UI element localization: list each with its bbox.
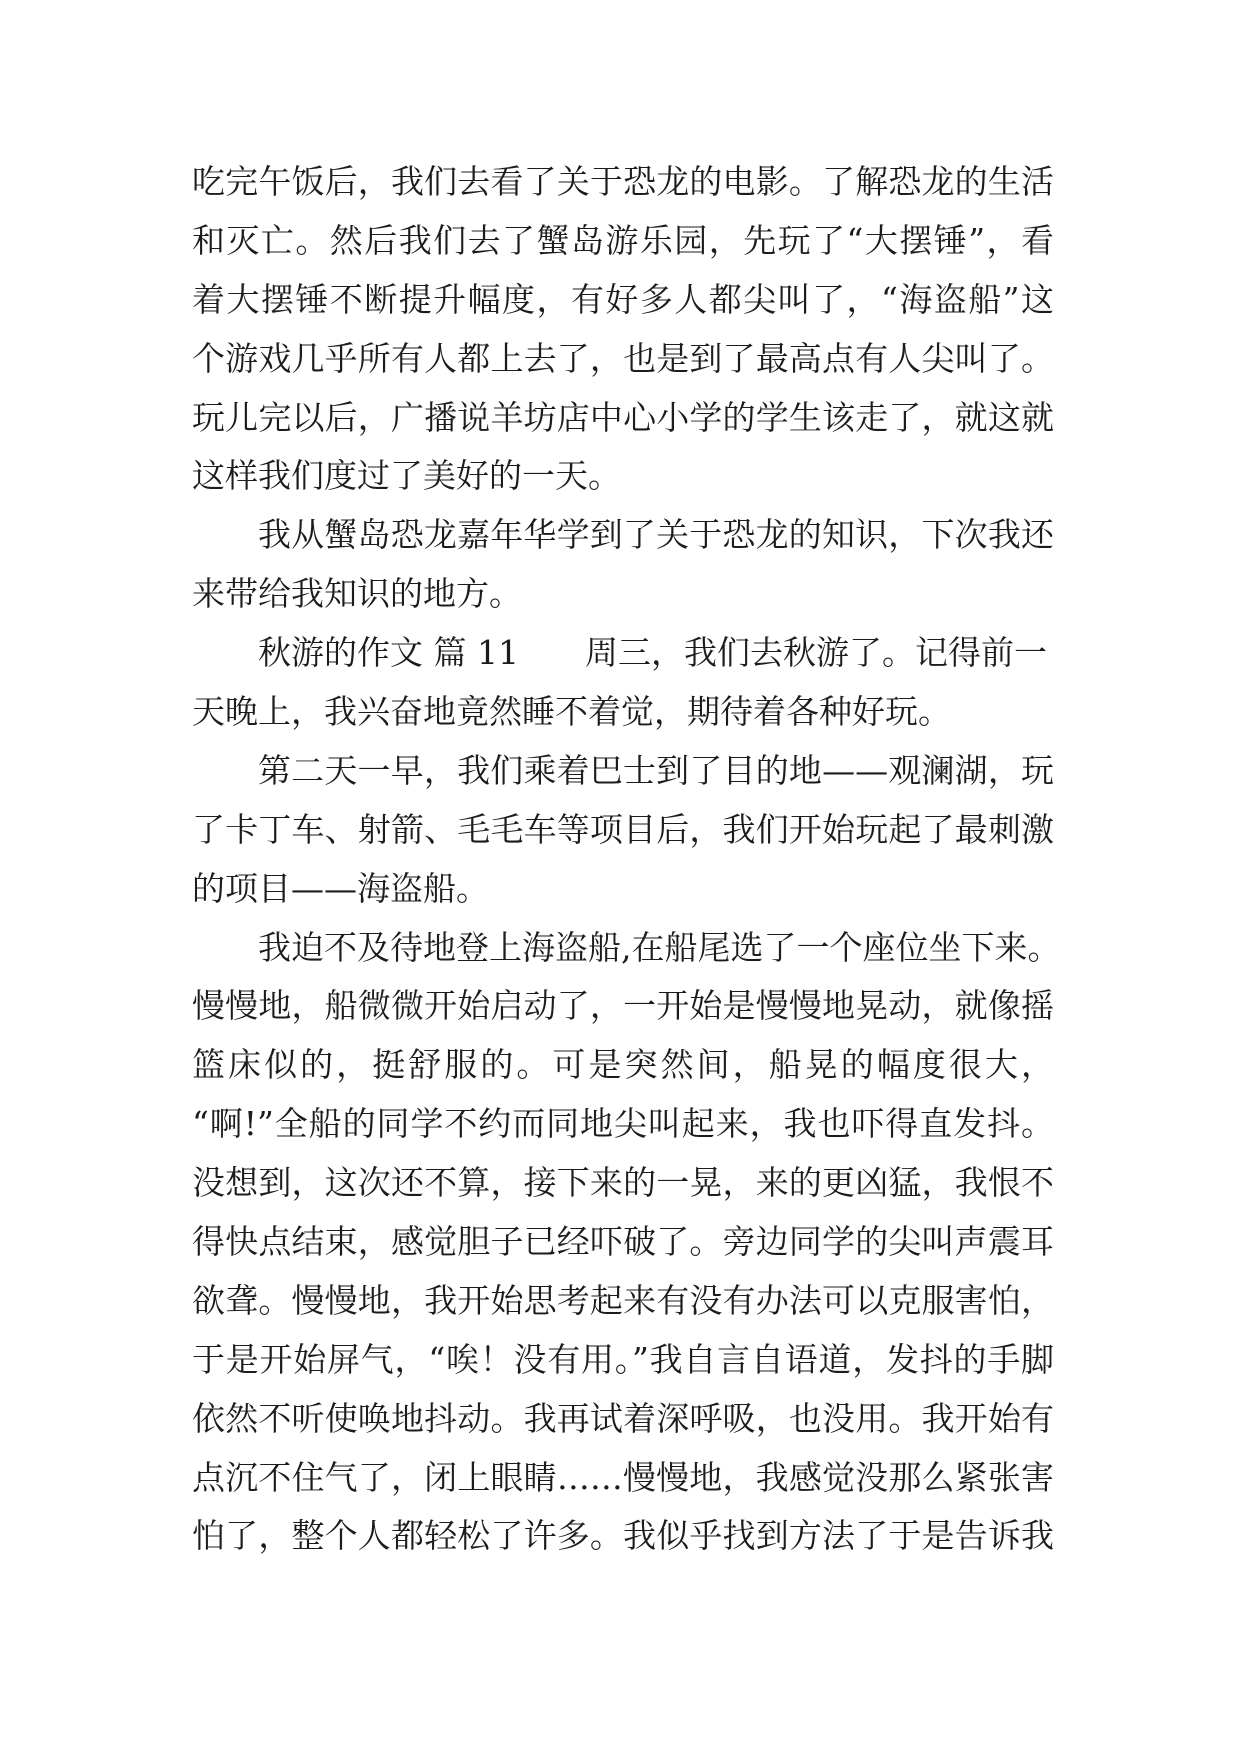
text-line: 了卡丁车、射箭、毛毛车等项目后，我们开始玩起了最刺激 — [192, 809, 1054, 849]
text-line: 第二天一早，我们乘着巴士到了目的地——观澜湖，玩 — [258, 750, 1054, 790]
text-line: 篮床似的，挺舒服的。可是突然间，船晃的幅度很大， — [192, 1045, 1054, 1085]
text-line: 欲聋。慢慢地，我开始思考起来有没有办法可以克服害怕， — [192, 1280, 1054, 1320]
text-line: 着大摆锤不断提升幅度，有好多人都尖叫了，“海盗船”这 — [192, 279, 1054, 319]
text-line: 这样我们度过了美好的一天。 — [192, 456, 621, 496]
text-line: 天晚上，我兴奋地竟然睡不着觉，期待着各种好玩。 — [192, 692, 951, 732]
text-line: 秋游的作文 篇 11 周三，我们去秋游了。记得前一 — [258, 633, 1047, 673]
paragraph — [192, 624, 1054, 742]
text-line: 得快点结束，感觉胆子已经吓破了。旁边同学的尖叫声震耳 — [192, 1222, 1054, 1262]
paragraph — [192, 506, 1054, 624]
text-line: 我迫不及待地登上海盗船,在船尾选了一个座位坐下来。 — [258, 927, 1061, 967]
text-line: 慢慢地，船微微开始启动了，一开始是慢慢地晃动，就像摇 — [192, 986, 1054, 1026]
paragraph — [192, 919, 1061, 1567]
text-line: 依然不听使唤地抖动。我再试着深呼吸，也没用。我开始有 — [192, 1398, 1054, 1438]
text-line: “啊!”全船的同学不约而同地尖叫起来，我也吓得直发抖。 — [192, 1104, 1054, 1144]
text-line: 个游戏几乎所有人都上去了，也是到了最高点有人尖叫了。 — [192, 338, 1054, 378]
text-line: 的项目——海盗船。 — [192, 868, 489, 908]
text-line: 我从蟹岛恐龙嘉年华学到了关于恐龙的知识，下次我还 — [258, 515, 1054, 555]
text-line: 玩儿完以后，广播说羊坊店中心小学的学生该走了，就这就 — [192, 397, 1054, 437]
paragraph — [192, 742, 1054, 919]
text-line: 来带给我知识的地方。 — [192, 574, 522, 614]
text-line: 于是开始屏气，“唉！没有用。”我自言自语道，发抖的手脚 — [192, 1339, 1054, 1379]
text-line: 怕了，整个人都轻松了许多。我似乎找到方法了于是告诉我 — [192, 1516, 1054, 1556]
text-line: 和灭亡。然后我们去了蟹岛游乐园，先玩了“大摆锤”，看 — [192, 220, 1054, 260]
text-line: 点沉不住气了，闭上眼睛……慢慢地，我感觉没那么紧张害 — [192, 1457, 1054, 1497]
text-line: 没想到，这次还不算，接下来的一晃，来的更凶猛，我恨不 — [192, 1163, 1054, 1203]
document-body — [192, 153, 1061, 1566]
paragraph — [192, 153, 1054, 506]
text-line: 吃完午饭后，我们去看了关于恐龙的电影。了解恐龙的生活 — [192, 162, 1054, 201]
